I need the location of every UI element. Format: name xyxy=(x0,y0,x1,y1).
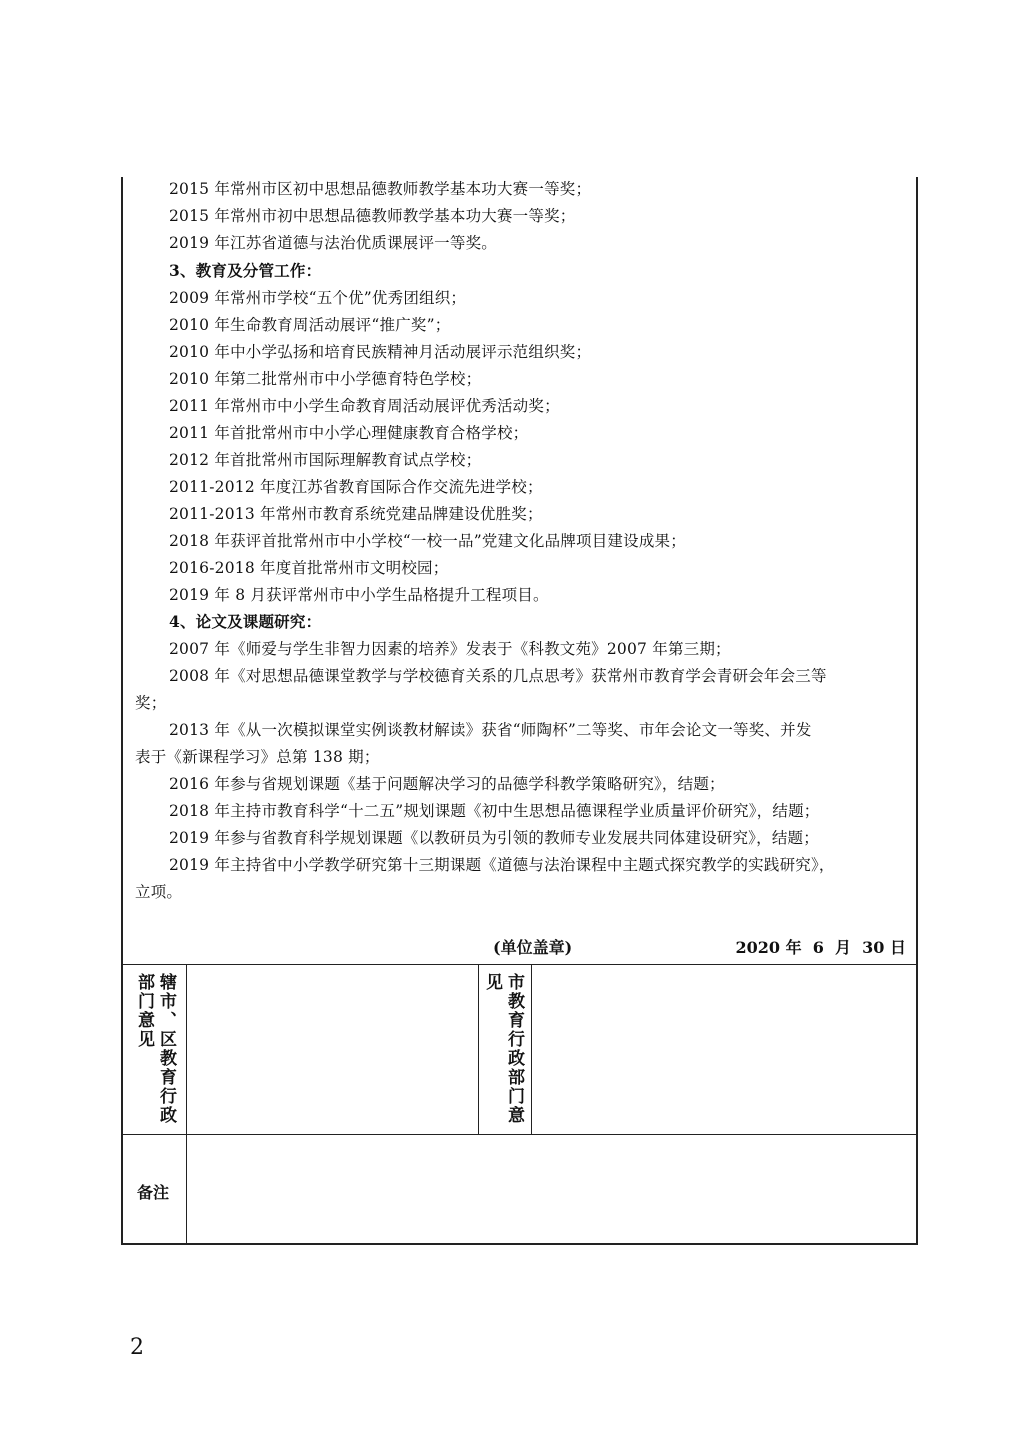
text-line: 2019 年江苏省道德与法治优质课展评一等奖。 xyxy=(169,234,497,252)
text-line: 2019 年 8 月获评常州市中小学生品格提升工程项目。 xyxy=(169,586,549,604)
text-line: 2010 年中小学弘扬和培育民族精神月活动展评示范组织奖； xyxy=(169,343,592,361)
note-label: 备注 xyxy=(137,1183,170,1202)
row-divider xyxy=(123,1134,916,1135)
text-line: 2008 年《对思想品德课堂教学与学校德育关系的几点思考》获常州市教育学会青研会年会三等 xyxy=(169,667,827,685)
row-divider xyxy=(123,964,916,965)
sign-date: 2020 年 6 月 30 日 xyxy=(735,938,906,957)
section-heading: 4、论文及课题研究： xyxy=(169,612,322,631)
text-line: 2015 年常州市初中思想品德教师教学基本功大赛一等奖； xyxy=(169,207,576,225)
text-line: 2018 年主持市教育科学“十二五”规划课题《初中生思想品德课程学业质量评价研究》，结题； xyxy=(169,802,820,820)
text-line: 2015 年常州市区初中思想品德教师教学基本功大赛一等奖； xyxy=(169,180,592,198)
mid-column-divider xyxy=(531,964,532,1134)
section-heading: 3、教育及分管工作： xyxy=(169,261,322,280)
application-form xyxy=(121,177,918,1245)
text-line: 2009 年常州市学校“五个优”优秀团组织； xyxy=(169,289,467,307)
text-line: 2010 年第二批常州市中小学德育特色学校； xyxy=(169,370,482,388)
text-line: 2019 年主持省中小学教学研究第十三期课题《道德与法治课程中主题式探究教学的实践研究》， xyxy=(169,856,835,874)
text-line: 2016 年参与省规划课题《基于问题解决学习的品德学科教学策略研究》，结题； xyxy=(169,775,725,793)
text-line: 2010 年生命教育周活动展评“推广奖”； xyxy=(169,316,451,334)
text-line: 表于《新课程学习》总第 138 期； xyxy=(135,748,380,766)
text-line: 2007 年《师爱与学生非智力因素的培养》发表于《科教文苑》2007 年第三期； xyxy=(169,640,731,658)
text-line: 2011 年首批常州市中小学心理健康教育合格学校； xyxy=(169,424,529,442)
achievements-cell xyxy=(123,177,916,964)
text-line: 2018 年获评首批常州市中小学校“一校一品”党建文化品牌项目建设成果； xyxy=(169,532,686,550)
city-opinion-label: 市教育行政部门意见 xyxy=(482,973,524,1125)
page-number: 2 xyxy=(130,1335,144,1360)
text-line: 2011 年常州市中小学生命教育周活动展评优秀活动奖； xyxy=(169,397,560,415)
text-line: 奖； xyxy=(135,694,167,712)
label-column-divider xyxy=(186,964,187,1245)
text-line: 立项。 xyxy=(135,883,183,901)
text-line: 2016-2018 年度首批常州市文明校园； xyxy=(169,559,449,577)
text-line: 2011-2013 年常州市教育系统党建品牌建设优胜奖； xyxy=(169,505,543,523)
text-line: 2019 年参与省教育科学规划课题《以教研员为引领的教师专业发展共同体建设研究》，结题； xyxy=(169,829,819,847)
unit-seal-label: (单位盖章) xyxy=(493,938,573,957)
district-opinion-label: 辖市、区教育行政部门意见 xyxy=(134,973,176,1125)
text-line: 2012 年首批常州市国际理解教育试点学校； xyxy=(169,451,482,469)
text-line: 2013 年《从一次模拟课堂实例谈教材解读》获省“师陶杯”二等奖、市年会论文一等奖、并发 xyxy=(169,721,812,739)
mid-column-divider xyxy=(478,964,479,1134)
text-line: 2011-2012 年度江苏省教育国际合作交流先进学校； xyxy=(169,478,543,496)
